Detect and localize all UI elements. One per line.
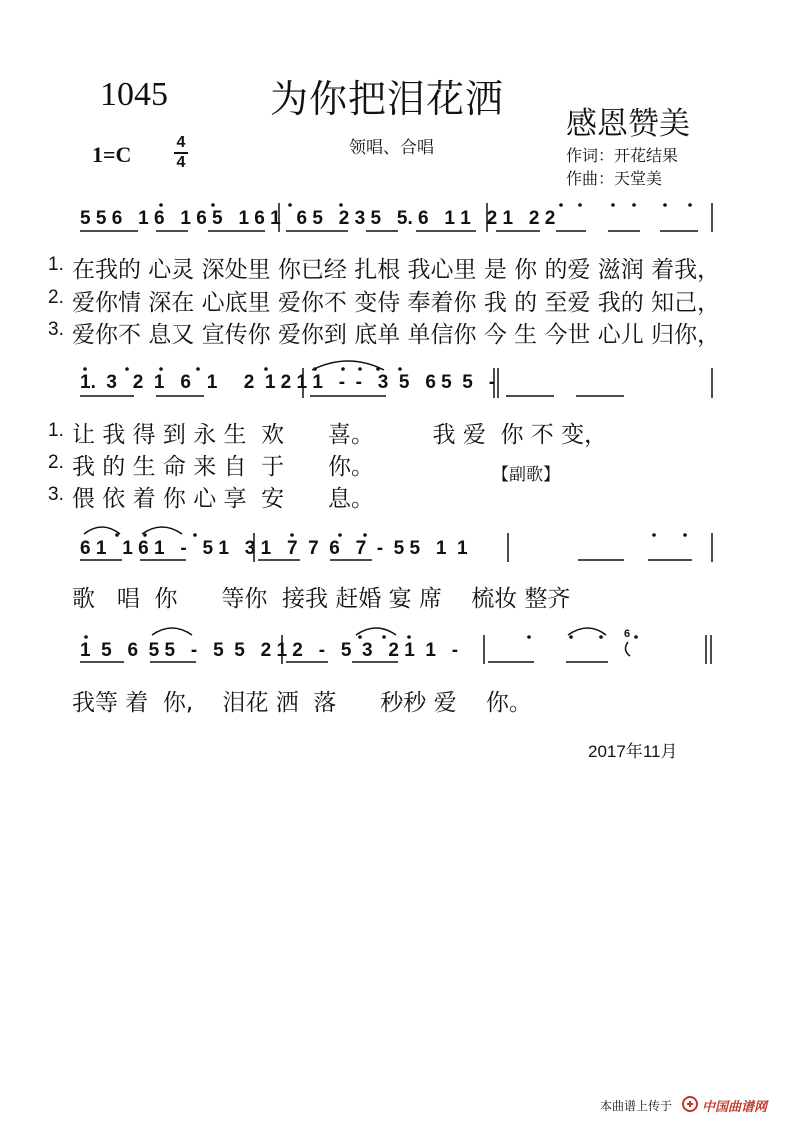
slur xyxy=(142,527,182,534)
lyricist-credit: 作词：开花结果 xyxy=(566,146,679,165)
verse-number: 1. xyxy=(48,254,64,275)
octave-dot xyxy=(363,533,367,537)
meter-top: 4 xyxy=(176,134,186,151)
meter-bottom: 4 xyxy=(176,154,186,171)
verse-number: 1. xyxy=(48,420,64,441)
octave-dot xyxy=(683,533,687,537)
verse-number: 2. xyxy=(48,452,64,473)
lyric-line: 爱你不 息又 宣传你 爱你到 底单 单信你 今 生 今世 心儿 归你， xyxy=(72,322,721,348)
octave-dot xyxy=(358,635,362,639)
octave-dot xyxy=(143,533,147,537)
octave-dot xyxy=(84,635,88,639)
octave-dot xyxy=(634,635,638,639)
notes-line-4: 1 5 6 5 5 - 5 5 2 1 2 - 5 3 2 1 1 - xyxy=(80,640,459,661)
slur xyxy=(152,628,192,635)
octave-dot xyxy=(358,367,362,371)
verse-number: 3. xyxy=(48,484,64,505)
octave-dot xyxy=(398,367,402,371)
site-brand: 中国曲谱网 xyxy=(702,1100,768,1115)
lyric-line: 我等 着 你, 泪花 洒 落 秒秒 爱 你。 xyxy=(72,690,532,716)
octave-dot xyxy=(338,533,342,537)
octave-dot xyxy=(632,203,636,207)
verse-number: 2. xyxy=(48,287,64,308)
lyric-line: 在我的 心灵 深处里 你已经 扎根 我心里 是 你 的爱 滋润 着我， xyxy=(72,257,721,283)
octave-dot xyxy=(569,635,573,639)
octave-dot xyxy=(599,635,603,639)
octave-dot xyxy=(313,367,317,371)
octave-dot xyxy=(339,203,343,207)
octave-dot xyxy=(578,203,582,207)
footer-text: 本曲谱上传于 xyxy=(600,1099,673,1113)
grace-tie xyxy=(625,642,630,656)
octave-dot xyxy=(382,635,386,639)
octave-dot xyxy=(376,367,380,371)
octave-dot xyxy=(211,203,215,207)
lyric-line: 偎 依 着 你 心 享 安 息。 xyxy=(72,486,375,512)
notes-line-3: 6 1 1 6 1 - 5 1 3 1 7 7 6 7 - 5 5 1 1 xyxy=(80,538,468,559)
date: 2017年11月 xyxy=(588,742,678,761)
octave-dot xyxy=(193,533,197,537)
slur xyxy=(312,361,384,370)
octave-dot xyxy=(663,203,667,207)
composer-credit: 作曲：天堂美 xyxy=(566,169,663,188)
hymnal-name: 感恩赞美 xyxy=(566,106,690,142)
slur xyxy=(84,527,120,534)
song-title: 为你把泪花洒 xyxy=(270,77,505,121)
octave-dot xyxy=(196,367,200,371)
lyric-line: 歌 唱 你 等你 接我 赶婚 宴 席 梳妆 整齐 xyxy=(72,586,571,612)
octave-dot xyxy=(527,635,531,639)
octave-dot xyxy=(125,367,129,371)
notes-line-2: 1. 3 2 1 6 1 2 1 2 1 1 - - 3 5 6 5 5 - xyxy=(80,372,496,393)
slur xyxy=(568,628,606,635)
octave-dot xyxy=(407,635,411,639)
octave-dot xyxy=(611,203,615,207)
octave-dot xyxy=(115,533,119,537)
key-signature: 1=C xyxy=(92,142,132,167)
song-subtitle: 领唱、合唱 xyxy=(349,138,434,158)
score-number: 1045 xyxy=(100,76,168,113)
lyric-line: 我 的 生 命 来 自 于 你。 xyxy=(72,454,375,480)
octave-dot xyxy=(83,367,87,371)
octave-dot xyxy=(159,203,163,207)
grace-note: 6 xyxy=(624,628,631,640)
octave-dot xyxy=(290,533,294,537)
chorus-label: 【副歌】 xyxy=(492,465,560,485)
octave-dot xyxy=(688,203,692,207)
verse-number: 3. xyxy=(48,319,64,340)
octave-dot xyxy=(652,533,656,537)
lyric-line: 让 我 得 到 永 生 欢 喜。 我 爱 你 不 变， xyxy=(72,422,608,448)
lyric-line: 爱你情 深在 心底里 爱你不 变侍 奉着你 我 的 至爱 我的 知己， xyxy=(72,290,721,316)
octave-dot xyxy=(288,203,292,207)
octave-dot xyxy=(264,367,268,371)
notes-line-1: 5 5 6 1 6 1 6 5 1 6 1 6 5 2 3 5 5. 6 1 1 2 1 2 2 xyxy=(80,208,556,229)
slur xyxy=(356,628,396,635)
octave-dot xyxy=(159,367,163,371)
octave-dot xyxy=(559,203,563,207)
octave-dot xyxy=(341,367,345,371)
